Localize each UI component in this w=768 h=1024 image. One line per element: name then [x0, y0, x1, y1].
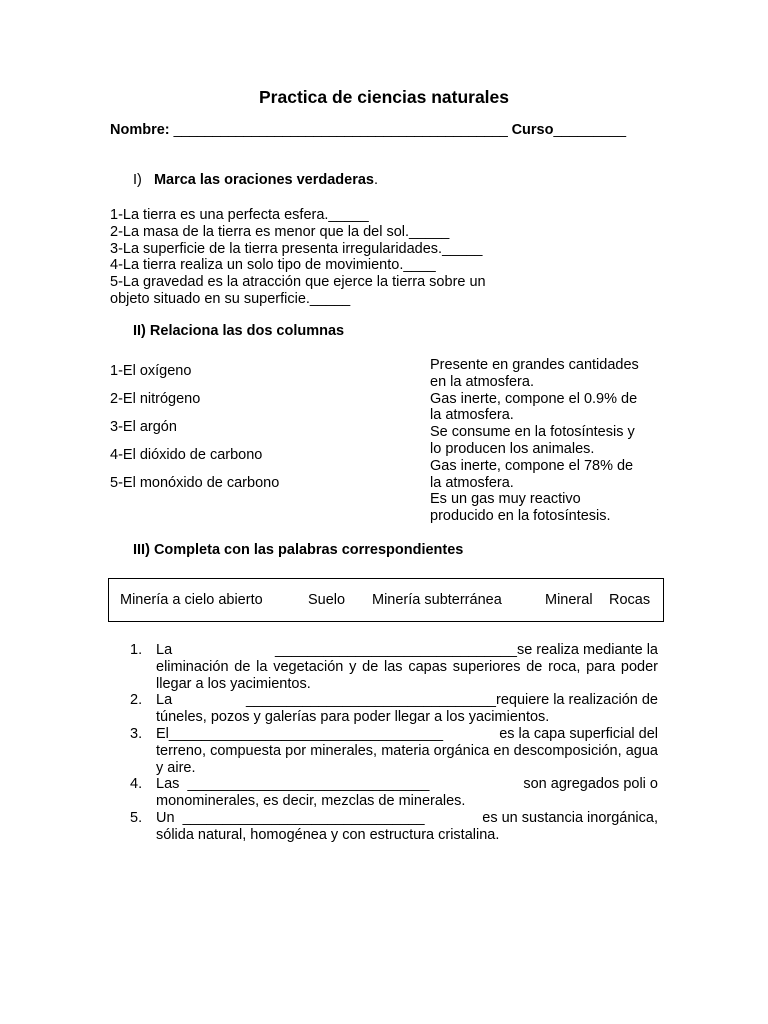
word-bank-item: Minería subterránea [372, 592, 502, 608]
right-column-line: la atmosfera. [430, 407, 514, 424]
item-continuation: monominerales, es decir, mezclas de minerales. [156, 793, 466, 810]
item-continuation: eliminación de la vegetación y de las capas superiores de roca, para poder llegar a los yacimientos. [156, 658, 658, 692]
fill-in-item [130, 642, 658, 692]
course-label: Curso [511, 122, 554, 138]
item-continuation: terreno, compuesta por minerales, materia orgánica en descomposición, agua y aire. [156, 742, 658, 776]
left-column-item: 4-El dióxido de carbono [110, 447, 263, 463]
right-column-line: Se consume en la fotosíntesis y [430, 424, 635, 441]
section1-heading [133, 172, 378, 189]
item-text: es la capa superficial del [499, 725, 658, 742]
item-start: Un [156, 809, 175, 826]
word-bank-item: Mineral [545, 592, 593, 608]
answer-blank[interactable]: ______________________________ [275, 642, 517, 658]
left-column-item: 1-El oxígeno [110, 363, 192, 379]
item-text: es un sustancia inorgánica, [482, 809, 658, 826]
item-text: requiere la realización de [495, 692, 658, 709]
name-line [110, 122, 626, 139]
true-false-item[interactable]: objeto situado en su superficie._____ [110, 290, 351, 307]
right-column-line: Presente en grandes cantidades [430, 357, 639, 373]
name-label: Nombre: [110, 122, 170, 138]
word-bank-item: Suelo [308, 592, 346, 608]
item-start: La [156, 642, 173, 658]
word-bank-box [108, 578, 664, 622]
word-bank-item: Minería a cielo abierto [120, 592, 263, 608]
fill-in-item [130, 776, 658, 810]
item-start: El [156, 725, 169, 742]
right-column-line: lo producen los animales. [430, 440, 595, 457]
fill-in-list [130, 642, 658, 844]
item-start: La [156, 692, 173, 709]
fill-in-item [130, 726, 658, 776]
right-column-line: Gas inerte, compone el 0.9% de [430, 390, 638, 407]
true-false-item[interactable]: 5-La gravedad es la atracción que ejerce la tierra sobre un [110, 274, 486, 291]
item-number: 4. [130, 776, 143, 793]
section1-title: Marca las oraciones verdaderas [153, 172, 374, 188]
section1-title-period: . [374, 172, 379, 188]
true-false-item[interactable]: 2-La masa de la tierra es menor que la del sol._____ [110, 223, 450, 240]
section2-heading: II) Relaciona las dos columnas [133, 323, 345, 339]
course-blank[interactable]: _________ [553, 122, 627, 138]
answer-blank[interactable]: ______________________________ [182, 809, 425, 826]
right-column-line: en la atmosfera. [430, 373, 534, 390]
answer-blank[interactable]: _______________________________ [245, 692, 496, 709]
right-column-line: la atmosfera. [430, 474, 514, 491]
item-start: Las [156, 776, 180, 793]
left-column-item: 3-El argón [110, 419, 177, 435]
answer-blank[interactable]: __________________________________ [168, 725, 444, 742]
section1-list [110, 207, 486, 308]
item-number: 1. [130, 642, 143, 658]
left-column-item: 2-El nitrógeno [110, 391, 201, 407]
true-false-item[interactable]: 3-La superficie de la tierra presenta irregularidades._____ [110, 240, 483, 257]
section1-number: I) [133, 172, 142, 188]
section3-heading: III) Completa con las palabras correspondientes [133, 542, 464, 558]
item-number: 3. [130, 725, 143, 742]
fill-in-item [130, 692, 658, 726]
word-bank-item: Rocas [609, 592, 651, 608]
right-column-line: Es un gas muy reactivo [430, 491, 581, 508]
right-column-line: Gas inerte, compone el 78% de [430, 457, 634, 474]
true-false-item[interactable]: 4-La tierra realiza un solo tipo de movimiento.____ [110, 257, 436, 274]
item-continuation: sólida natural, homogénea y con estructura cristalina. [156, 826, 500, 843]
right-column [430, 357, 639, 525]
item-continuation: túneles, pozos y galerías para poder llegar a los yacimientos. [156, 709, 550, 726]
page-title: Practica de ciencias naturales [259, 87, 509, 107]
left-column-item: 5-El monóxido de carbono [110, 475, 280, 491]
item-number: 5. [130, 809, 143, 826]
name-blank[interactable]: ___________________________________________ [173, 122, 508, 138]
answer-blank[interactable]: ______________________________ [187, 776, 430, 793]
right-column-line: producido en la fotosíntesis. [430, 508, 611, 525]
item-number: 2. [130, 692, 143, 709]
true-false-item[interactable]: 1-La tierra es una perfecta esfera._____ [110, 207, 369, 223]
item-text: son agregados poli o [523, 776, 658, 793]
item-text: se realiza mediante la [516, 642, 658, 658]
fill-in-item [130, 810, 658, 844]
